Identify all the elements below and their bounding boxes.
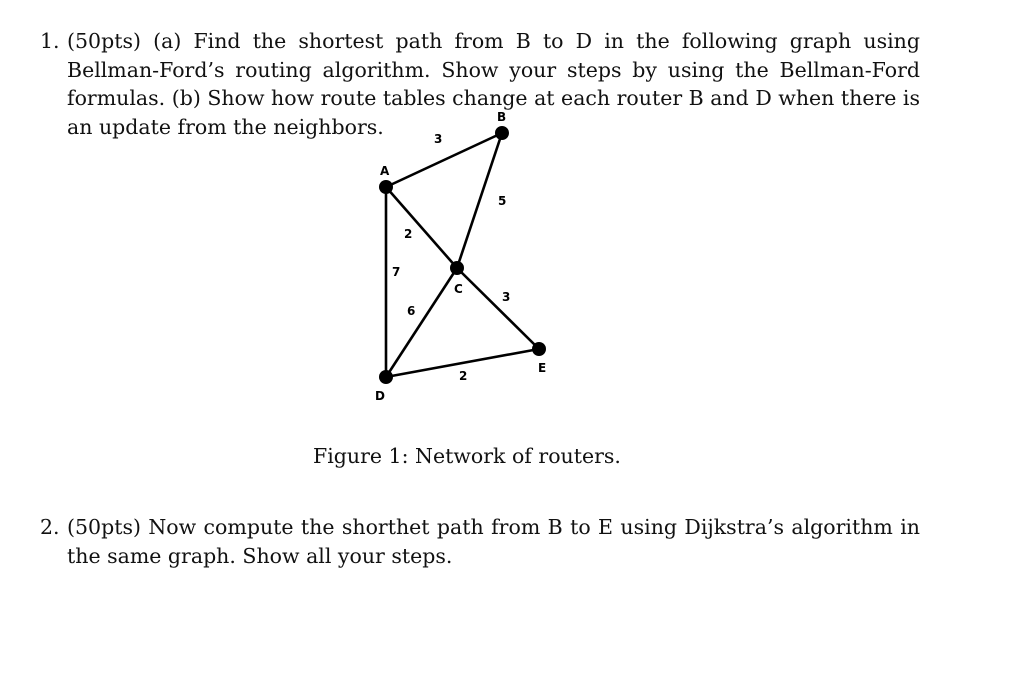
weight-A-D: 7 [392, 265, 401, 279]
node-E [532, 342, 546, 356]
problem-2-number: 2. [40, 515, 60, 539]
node-label-C: C [454, 282, 463, 296]
problem-1-text: (50pts) (a) Find the shortest path from B to D in the following graph using Bellman-Ford’s routing algorithm. Show your steps by using the Bellman-Ford formulas. (b) Show how route tables change at each router B and D when there is an update from the neighbors. [67, 29, 920, 139]
weight-B-C: 5 [498, 194, 507, 208]
edge-C-E [457, 268, 539, 349]
weight-C-E: 3 [502, 290, 511, 304]
node-A [379, 180, 393, 194]
problem-2 [40, 513, 920, 570]
node-D [379, 370, 393, 384]
node-label-A: A [380, 164, 390, 178]
weight-A-B: 3 [434, 132, 443, 146]
node-label-E: E [538, 361, 547, 375]
problem-1-number: 1. [40, 29, 60, 53]
weight-D-E: 2 [459, 369, 468, 383]
edge-A-C [386, 187, 457, 268]
edge-D-C [386, 268, 457, 377]
weight-A-C: 2 [404, 227, 413, 241]
edge-A-B [386, 133, 502, 187]
node-label-D: D [375, 389, 385, 403]
node-label-B: B [497, 110, 507, 124]
edge-B-C [457, 133, 502, 268]
problem-2-text: (50pts) Now compute the shorthet path from B to E using Dijkstra’s algorithm in the same graph. Show all your steps. [67, 515, 920, 568]
weight-D-C: 6 [407, 304, 416, 318]
node-B [495, 126, 509, 140]
node-C [450, 261, 464, 275]
figure-caption: Figure 1: Network of routers. [313, 444, 621, 468]
